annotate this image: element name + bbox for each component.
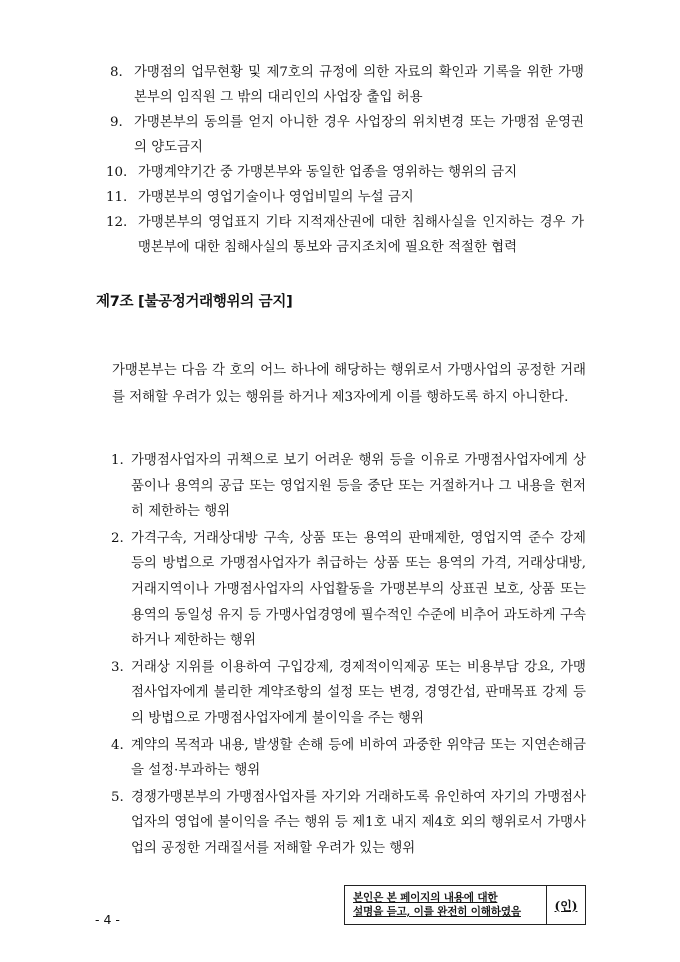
- continued-obligation-list: [0, 60, 584, 260]
- list-item: [0, 160, 584, 185]
- list-item: [0, 185, 584, 210]
- prohibited-acts-list: [0, 448, 586, 863]
- list-item: [0, 210, 584, 260]
- item-text: 가맹계약기간 중 가맹본부와 동일한 업종을 영위하는 행위의 금지: [138, 165, 518, 180]
- item-text: 가맹점사업자의 귀책으로 보기 어려운 행위 등을 이유로 가맹점사업자에게 상품이나 용역의 공급 또는 영업지원 등을 중단 또는 거절하거나 그 내용을 현저히 제한하는 행위: [131, 453, 586, 520]
- item-number: 1.: [111, 453, 124, 468]
- item-text: 경쟁가맹본부의 가맹점사업자를 자기와 거래하도록 유인하여 자기의 가맹점사업자의 영업에 불이익을 주는 행위 등 제1호 내지 제4호 외의 행위로서 가맹사업의 공정한 거래질서를 저해할 우려가 있는 행위: [131, 789, 586, 856]
- item-number: 3.: [111, 659, 124, 675]
- item-number: 2.: [111, 530, 124, 546]
- item-text: 가맹본부의 영업표지 기타 지적재산권에 대한 침해사실을 인지하는 경우 가맹본부에 대한 침해사실의 통보와 금지조치에 필요한 적절한 협력: [138, 215, 584, 255]
- list-item: [0, 60, 584, 110]
- list-item: [0, 733, 586, 784]
- acknowledgement-text: [345, 886, 546, 924]
- item-text: 가격구속, 거래상대방 구속, 상품 또는 용역의 판매제한, 영업지역 준수 강제 등의 방법으로 가맹점사업자가 취급하는 상품 또는 용역의 가격, 거래상대방, 거래지역이나 가맹점사업자의 사업활동을 가맹본부의 상표권 보호, 상품 또는 용역의 동일성 유지 등 가맹사업경영에 필수적인 수준에 비추어 과도하게 구속하거나 제한하는 행위: [131, 530, 586, 649]
- item-text: 가맹점의 업무현황 및 제7호의 규정에 의한 자료의 확인과 기록을 위한 가맹본부의 임직원 그 밖의 대리인의 사업장 출입 허용: [134, 65, 584, 105]
- item-number: 12.: [106, 215, 128, 230]
- acknowledgement-box: [344, 885, 586, 925]
- item-number: 11.: [106, 190, 128, 205]
- item-number: 8.: [110, 65, 123, 80]
- acknowledgement-line: 설명을 듣고, 이를 완전히 이해하였음: [353, 906, 521, 918]
- item-text: 거래상 지위를 이용하여 구입강제, 경제적이익제공 또는 비용부담 강요, 가맹점사업자에게 불리한 계약조항의 설정 또는 변경, 경영간섭, 판매목표 강제 등의 방법으로 가맹점사업자에게 불이익을 주는 행위: [131, 659, 586, 726]
- item-number: 4.: [111, 737, 124, 753]
- page-number: - 4 -: [95, 912, 120, 927]
- item-number: 10.: [106, 165, 128, 180]
- item-text: 계약의 목적과 내용, 발생할 손해 등에 비하여 과중한 위약금 또는 지연손해금을 설정·부과하는 행위: [131, 737, 586, 779]
- article-intro: 가맹본부는 다음 각 호의 어느 하나에 해당하는 행위로서 가맹사업의 공정한 거래를 저해할 우려가 있는 행위를 하거나 제3자에게 이를 행하도록 하지 아니한다.: [112, 363, 586, 406]
- item-text: 가맹본부의 영업기술이나 영업비밀의 누설 금지: [138, 190, 414, 205]
- list-item: [0, 655, 586, 732]
- acknowledgement-line: 본인은 본 페이지의 내용에 대한: [353, 892, 498, 904]
- list-item: [0, 526, 586, 654]
- list-item: [0, 110, 584, 160]
- article-title: 제7조 [불공정거래행위의 금지]: [96, 294, 293, 310]
- seal-field[interactable]: (인): [546, 886, 585, 924]
- item-number: 5.: [111, 789, 124, 805]
- list-item: [0, 785, 586, 862]
- item-text: 가맹본부의 동의를 얻지 아니한 경우 사업장의 위치변경 또는 가맹점 운영권의 양도금지: [134, 115, 584, 155]
- list-item: [0, 448, 586, 525]
- item-number: 9.: [110, 115, 123, 130]
